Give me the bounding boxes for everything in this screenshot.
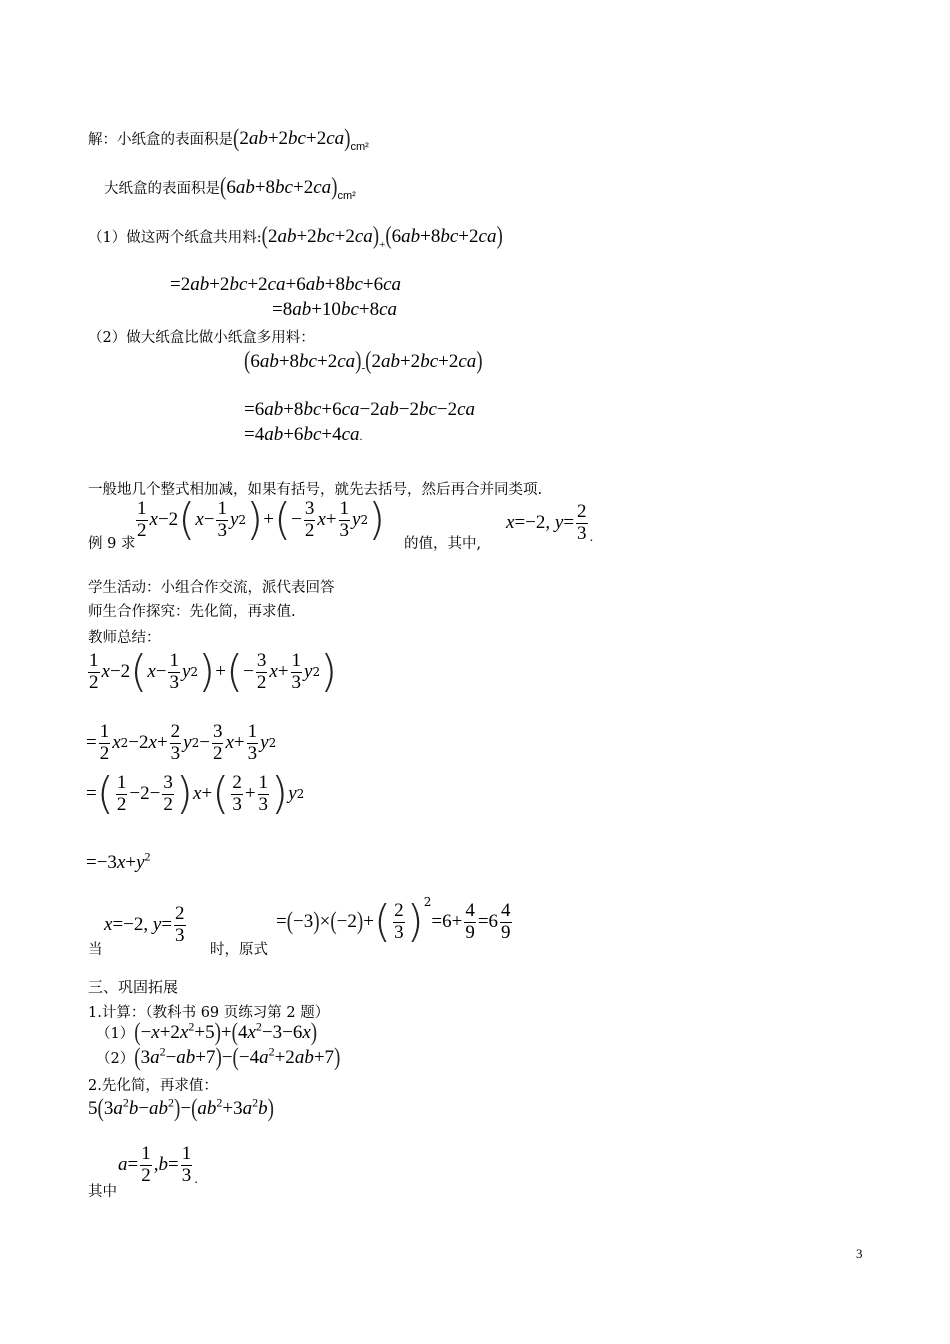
example-9-prefix: 例 9 求 (88, 536, 136, 552)
q1-line (88, 222, 503, 251)
example-9-condition: x =−2, y = $\frac{2}{3}$ . (506, 501, 594, 544)
q1-expr: $(2ab+2bc+2ca)_+(6ab+8bc+2ca)$ (261, 222, 503, 251)
q2-label: （2）做大纸盒比做小纸盒多用料： (88, 330, 315, 346)
summary-expr: $\frac{1}{2}$ x −2 ( x − $\frac{1}{3}$ y 2 ) + ( − $\frac{3}{2}$ x + $\frac{1}{3}$ y 2 ) (89, 646, 338, 697)
big-box-area: (6ab+8bc+2ca) (220, 173, 338, 202)
task-1-item-2: $(2)(3a^2-ab+7)-(-4a^2+2ab+7)$ (96, 1043, 341, 1072)
explore: 师生合作探究：先化简，再求值. (88, 604, 296, 620)
evaluation-line (88, 895, 568, 960)
small-box-area: (2ab+2bc+2ca) (233, 124, 351, 153)
q2-step2: =4ab+6bc+4ca. (244, 424, 363, 445)
general-rule: 一般地几个整式相加减，如果有括号，就先去括号，然后再合并同类项. (88, 482, 543, 498)
where-label: 其中 (88, 1184, 117, 1200)
example-9-mid: 的值，其中, (404, 536, 482, 552)
task-2-condition (88, 1144, 288, 1200)
q2-step1: =6ab+8bc+6ca−2ab−2bc−2ca (244, 399, 476, 420)
section-3-title: 三、巩固拓展 (88, 978, 179, 996)
item-2-label: （2） (96, 1051, 135, 1067)
teacher-summary: 教师总结： (88, 630, 161, 646)
original-label: 时，原式 (210, 942, 268, 958)
task-1-title: 1.计算：（教科书 69 页练习第 2 题） (88, 1005, 330, 1021)
q1-step1: =2ab+2bc+2ca+6ab+8bc+6ca (170, 274, 402, 295)
big-box-label: 大纸盒的表面积是 (104, 181, 220, 197)
task-2-values: a = $\frac{1}{2}$ , b = $\frac{1}{3}$ . (118, 1143, 199, 1186)
unit: cm² (337, 190, 356, 202)
unit: cm² (350, 141, 369, 153)
evaluation-expr: = (−3)×(−2)+ ( $\frac{2}{3}$ ) 2 =6+ $\frac{4}{9}$ =6 $\frac{4}{9}$ (276, 895, 511, 947)
solution-line-2 (104, 173, 356, 202)
summary-step1: = $\frac{1}{2}$ x 2 −2 x + $\frac{2}{3}$ y 2 − $\frac{3}{2}$ x + $\frac{1}{3}$ y 2 (86, 721, 277, 764)
q1-step2: =8ab+10bc+8ca (272, 299, 398, 320)
task-2-expr: $5(3a^2b-ab^2)-(ab^2+3a^2b)$ (88, 1094, 274, 1123)
task-1-item-1: $(1)(-x+2x^2+5)+(4x^2-3-6x)$ (96, 1018, 318, 1047)
when-condition: x =−2, y = $\frac{2}{3}$ (104, 903, 185, 946)
page-number: 3 (856, 1246, 863, 1261)
solution-line-1 (88, 124, 369, 153)
student-activity: 学生活动：小组合作交流，派代表回答 (88, 580, 335, 596)
q2-expr: $(6ab+8bc+2ca)_-(2ab+2bc+2ca)$ (244, 347, 483, 376)
q1-label: （1）做这两个纸盒共用料: (88, 230, 262, 246)
summary-step3: $=-3x+y^2$ (86, 849, 151, 873)
item-1-label: （1） (96, 1026, 135, 1042)
when-label: 当 (88, 942, 103, 958)
summary-step2: = ( $\frac{1}{2}$ −2− $\frac{3}{2}$ ) x + ( $\frac{2}{3}$ + $\frac{1}{3}$ ) y 2 (86, 768, 305, 819)
task-2-title: 2.先化简，再求值： (88, 1078, 218, 1094)
example-9-expression: $\frac{1}{2}$ x −2 ( x − $\frac{1}{3}$ y 2 ) + ( − $\frac{3}{2}$ x + $\frac{1}{3}$ y 2 ) (137, 494, 386, 545)
solution-label: 解：小纸盒的表面积是 (88, 132, 233, 148)
